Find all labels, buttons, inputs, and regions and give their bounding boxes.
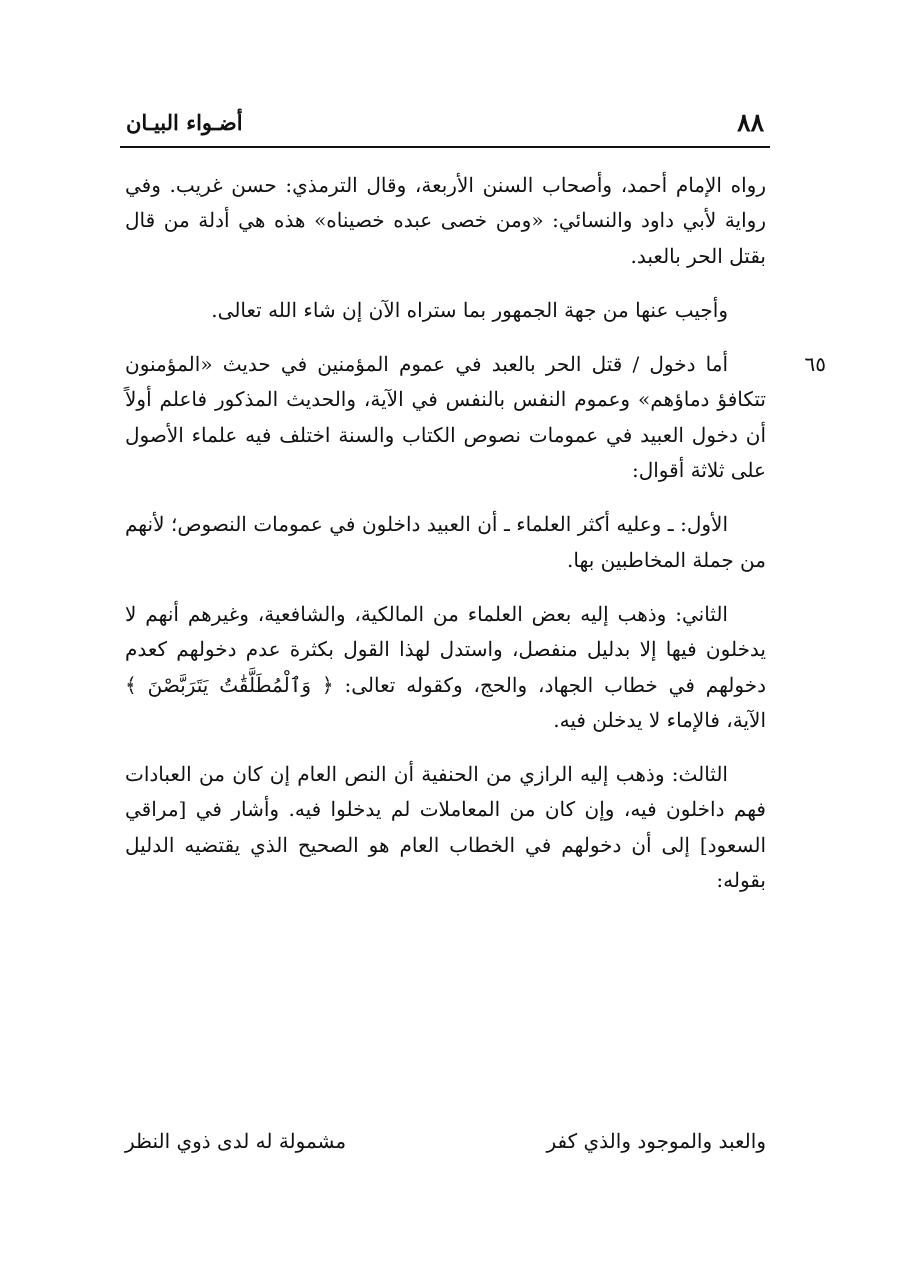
paragraph-with-margin-note (125, 347, 826, 488)
page-number: ٨٨ (737, 108, 764, 137)
verse-second-hemistich: مشمولة له لدى ذوي النظر (125, 1129, 347, 1153)
poetry-verse (125, 1124, 766, 1160)
paragraph-first-opinion: الأول: ـ وعليه أكثر العلماء ـ أن العبيد داخلون في عمومات النصوص؛ لأنهم من جملة المخاطبين بها. (125, 512, 766, 572)
page-body (125, 168, 826, 917)
header-divider (120, 146, 770, 148)
verse-first-hemistich: والعبد والموجود والذي كفر (546, 1129, 766, 1153)
book-title: أضـواء البيـان (126, 110, 243, 135)
page-header (120, 106, 770, 146)
paragraph-second-opinion: الثاني: وذهب إليه بعض العلماء من المالكية، والشافعية، وغيرهم أنهم لا يدخلون فيها إلا بدليل منفصل، واستدل لهذا القول بكثرة عدم دخولهم كعدم دخولهم في خطاب الجهاد، والحج، وكقوله تعالى: ﴿ وَٱلْمُطَلَّقَٰتُ يَتَرَبَّصْنَ ﴾ الآية، فالإماء لا يدخلن فيه. (125, 601, 766, 732)
paragraph-third-opinion: الثالث: وذهب إليه الرازي من الحنفية أن النص العام إن كان من العبادات فهم داخلون فيه، وإن كان من المعاملات لم يدخلوا فيه. وأشار في [مراقي السعود] إلى أن دخولهم في الخطاب العام هو الصحيح الذي يقتضيه الدليل بقوله: (125, 762, 766, 893)
margin-page-marker: ٦٥ (804, 352, 826, 377)
paragraph-majority-reply: وأجيب عنها من جهة الجمهور بما ستراه الآن إن شاء الله تعالى. (211, 297, 728, 322)
paragraph-hadith-narration: رواه الإمام أحمد، وأصحاب السنن الأربعة، وقال الترمذي: حسن غريب. وفي رواية لأبي داود والنسائي: «ومن خصى عبده خصيناه» هذه هي أدلة من قال بقتل الحر بالعبد. (125, 173, 766, 268)
paragraph-slaves-inclusion: أما دخول / قتل الحر بالعبد في عموم المؤمنين في حديث «المؤمنون تتكافؤ دماؤهم» وعموم النفس بالنفس في الآية، والحديث المذكور فاعلم أولاً أن دخول العبيد في عمومات نصوص الكتاب والسنة اختلف فيه علماء الأصول على ثلاثة أقوال: (125, 352, 766, 483)
